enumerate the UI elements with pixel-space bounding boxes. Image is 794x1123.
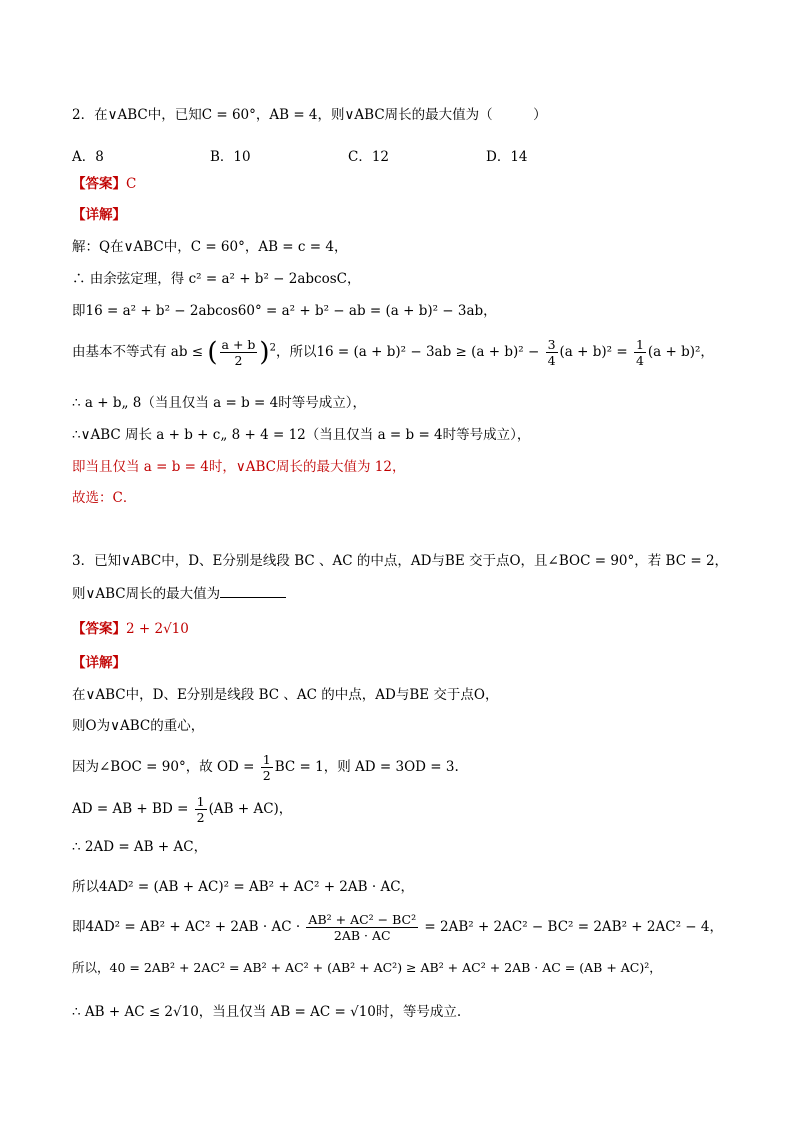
q2-line-6: 即当且仅当 a = b = 4时，∨ABC周长的最大值为 12， bbox=[72, 459, 406, 475]
q3-l7-den: 2AB · AC bbox=[333, 928, 391, 943]
q2-ineq-frac2-num: 1 bbox=[635, 337, 644, 352]
q2-inequality-line: 由基本不等式有 ab ≤ ( $\frac{a + b}{2}$ )$^2$，所以16 = (a + b)² − 3ab ≥ (a + b)² − $\frac{3}{4}$ (a + b)² = $\frac{1}{4}$ (a + b)²， bbox=[72, 337, 714, 368]
q3-l4-end: (AB + AC)， bbox=[208, 801, 293, 817]
q3-line-2: 则O为∨ABC的重心， bbox=[72, 718, 205, 734]
q3-line-9: ∴ AB + AC ≤ 2√10，当且仅当 AB = AC = √10时，等号成立. bbox=[72, 1004, 462, 1020]
q2-option-b: B．10 bbox=[210, 149, 251, 165]
q2-ineq-frac1-den: 4 bbox=[547, 353, 556, 368]
q3-l4-num: 1 bbox=[196, 794, 205, 809]
q2-ineq-fraction bbox=[220, 337, 258, 368]
q2-detail-tag bbox=[72, 206, 126, 224]
q2-ineq-frac1 bbox=[546, 337, 558, 368]
q3-l3-start: 因为∠BOC = 90°，故 OD = bbox=[72, 759, 259, 775]
q3-stem-line-1: 3．已知∨ABC中，D、E分别是线段 BC 、AC 的中点，AD与BE 交于点O，且∠BOC = 90°，若 BC = 2， bbox=[72, 553, 729, 569]
q2-ineq-mid2: (a + b)² = bbox=[559, 344, 632, 360]
q2-option-c: C．12 bbox=[348, 149, 390, 165]
q3-l7-start: 即4AD² = AB² + AC² + 2AB · AC · bbox=[72, 919, 305, 935]
q2-ineq-den: 2 bbox=[234, 353, 243, 368]
q2-line-4: ∴ a + b„ 8（当且仅当 a = b = 4时等号成立）， bbox=[72, 395, 366, 411]
q2-ineq-end: (a + b)²， bbox=[647, 344, 714, 360]
q3-l4-start: AD = AB + BD = bbox=[72, 801, 193, 817]
q3-line-5: ∴ 2AD = AB + AC， bbox=[72, 839, 208, 855]
q2-line-7: 故选：C． bbox=[72, 490, 137, 506]
q3-answer bbox=[72, 620, 189, 638]
q2-ineq-mid: ，所以16 = (a + b)² − 3ab ≥ (a + b)² − bbox=[275, 344, 544, 360]
q3-line-4 bbox=[72, 794, 292, 825]
q2-ineq-num: a + b bbox=[221, 337, 256, 352]
q2-line-5: ∴∨ABC 周长 a + b + c„ 8 + 4 = 12（当且仅当 a = b = 4时等号成立）， bbox=[72, 427, 531, 443]
q3-l7-end: = 2AB² + 2AC² − BC² = 2AB² + 2AC² − 4， bbox=[420, 919, 723, 935]
q3-l3-fraction bbox=[261, 752, 273, 783]
q3-line-7 bbox=[72, 912, 723, 943]
q2-stem: 2．在∨ABC中，已知C = 60°，AB = 4，则∨ABC周长的最大值为（ ） bbox=[72, 107, 547, 123]
q2-answer-value: C bbox=[126, 176, 137, 192]
q3-l7-num: AB² + AC² − BC² bbox=[308, 912, 417, 927]
q3-stem-line-2 bbox=[72, 583, 286, 603]
q2-detail-label: 【详解】 bbox=[72, 207, 126, 223]
q3-l4-fraction bbox=[195, 794, 207, 825]
q3-line-1: 在∨ABC中，D、E分别是线段 BC 、AC 的中点，AD与BE 交于点O， bbox=[72, 687, 499, 703]
q2-ineq-frac2 bbox=[634, 337, 646, 368]
q3-answer-value: 2 + 2√10 bbox=[126, 621, 189, 637]
q2-ineq-prefix: 由基本不等式有 ab ≤ bbox=[72, 344, 208, 360]
q2-ineq-frac1-num: 3 bbox=[547, 337, 556, 352]
q3-l3-den: 2 bbox=[262, 768, 271, 783]
q3-line-6: 所以4AD² = (AB + AC)² = AB² + AC² + 2AB · AC， bbox=[72, 879, 415, 895]
q3-detail-label: 【详解】 bbox=[72, 655, 126, 671]
q3-line-3 bbox=[72, 752, 459, 783]
q3-stem-text: 则∨ABC周长的最大值为 bbox=[72, 586, 221, 602]
q2-option-a: A．8 bbox=[72, 149, 104, 165]
q2-ineq-frac2-den: 4 bbox=[635, 353, 644, 368]
q3-line-8: 所以，40 = 2AB² + 2AC² = AB² + AC² + (AB² + AC²) ≥ AB² + AC² + 2AB · AC = (AB + AC)²， bbox=[72, 960, 662, 975]
q2-line-3: 即16 = a² + b² − 2abcos60° = a² + b² − ab = (a + b)² − 3ab， bbox=[72, 303, 497, 319]
q2-answer-tag: 【答案】 bbox=[72, 176, 126, 192]
q2-line-1: 解：Q在∨ABC中，C = 60°，AB = c = 4， bbox=[72, 239, 348, 255]
q3-l3-num: 1 bbox=[262, 752, 271, 767]
q3-l4-den: 2 bbox=[196, 810, 205, 825]
q3-answer-tag: 【答案】 bbox=[72, 621, 126, 637]
q3-answer-blank[interactable] bbox=[220, 583, 286, 598]
q2-option-d: D．14 bbox=[486, 149, 528, 165]
q2-answer bbox=[72, 175, 136, 193]
q3-l7-fraction bbox=[306, 912, 418, 943]
q3-l3-end: BC = 1，则 AD = 3OD = 3. bbox=[274, 759, 459, 775]
q2-line-2: ∴ 由余弦定理，得 c² = a² + b² − 2abcosC， bbox=[72, 271, 361, 287]
q3-detail-tag bbox=[72, 654, 126, 672]
